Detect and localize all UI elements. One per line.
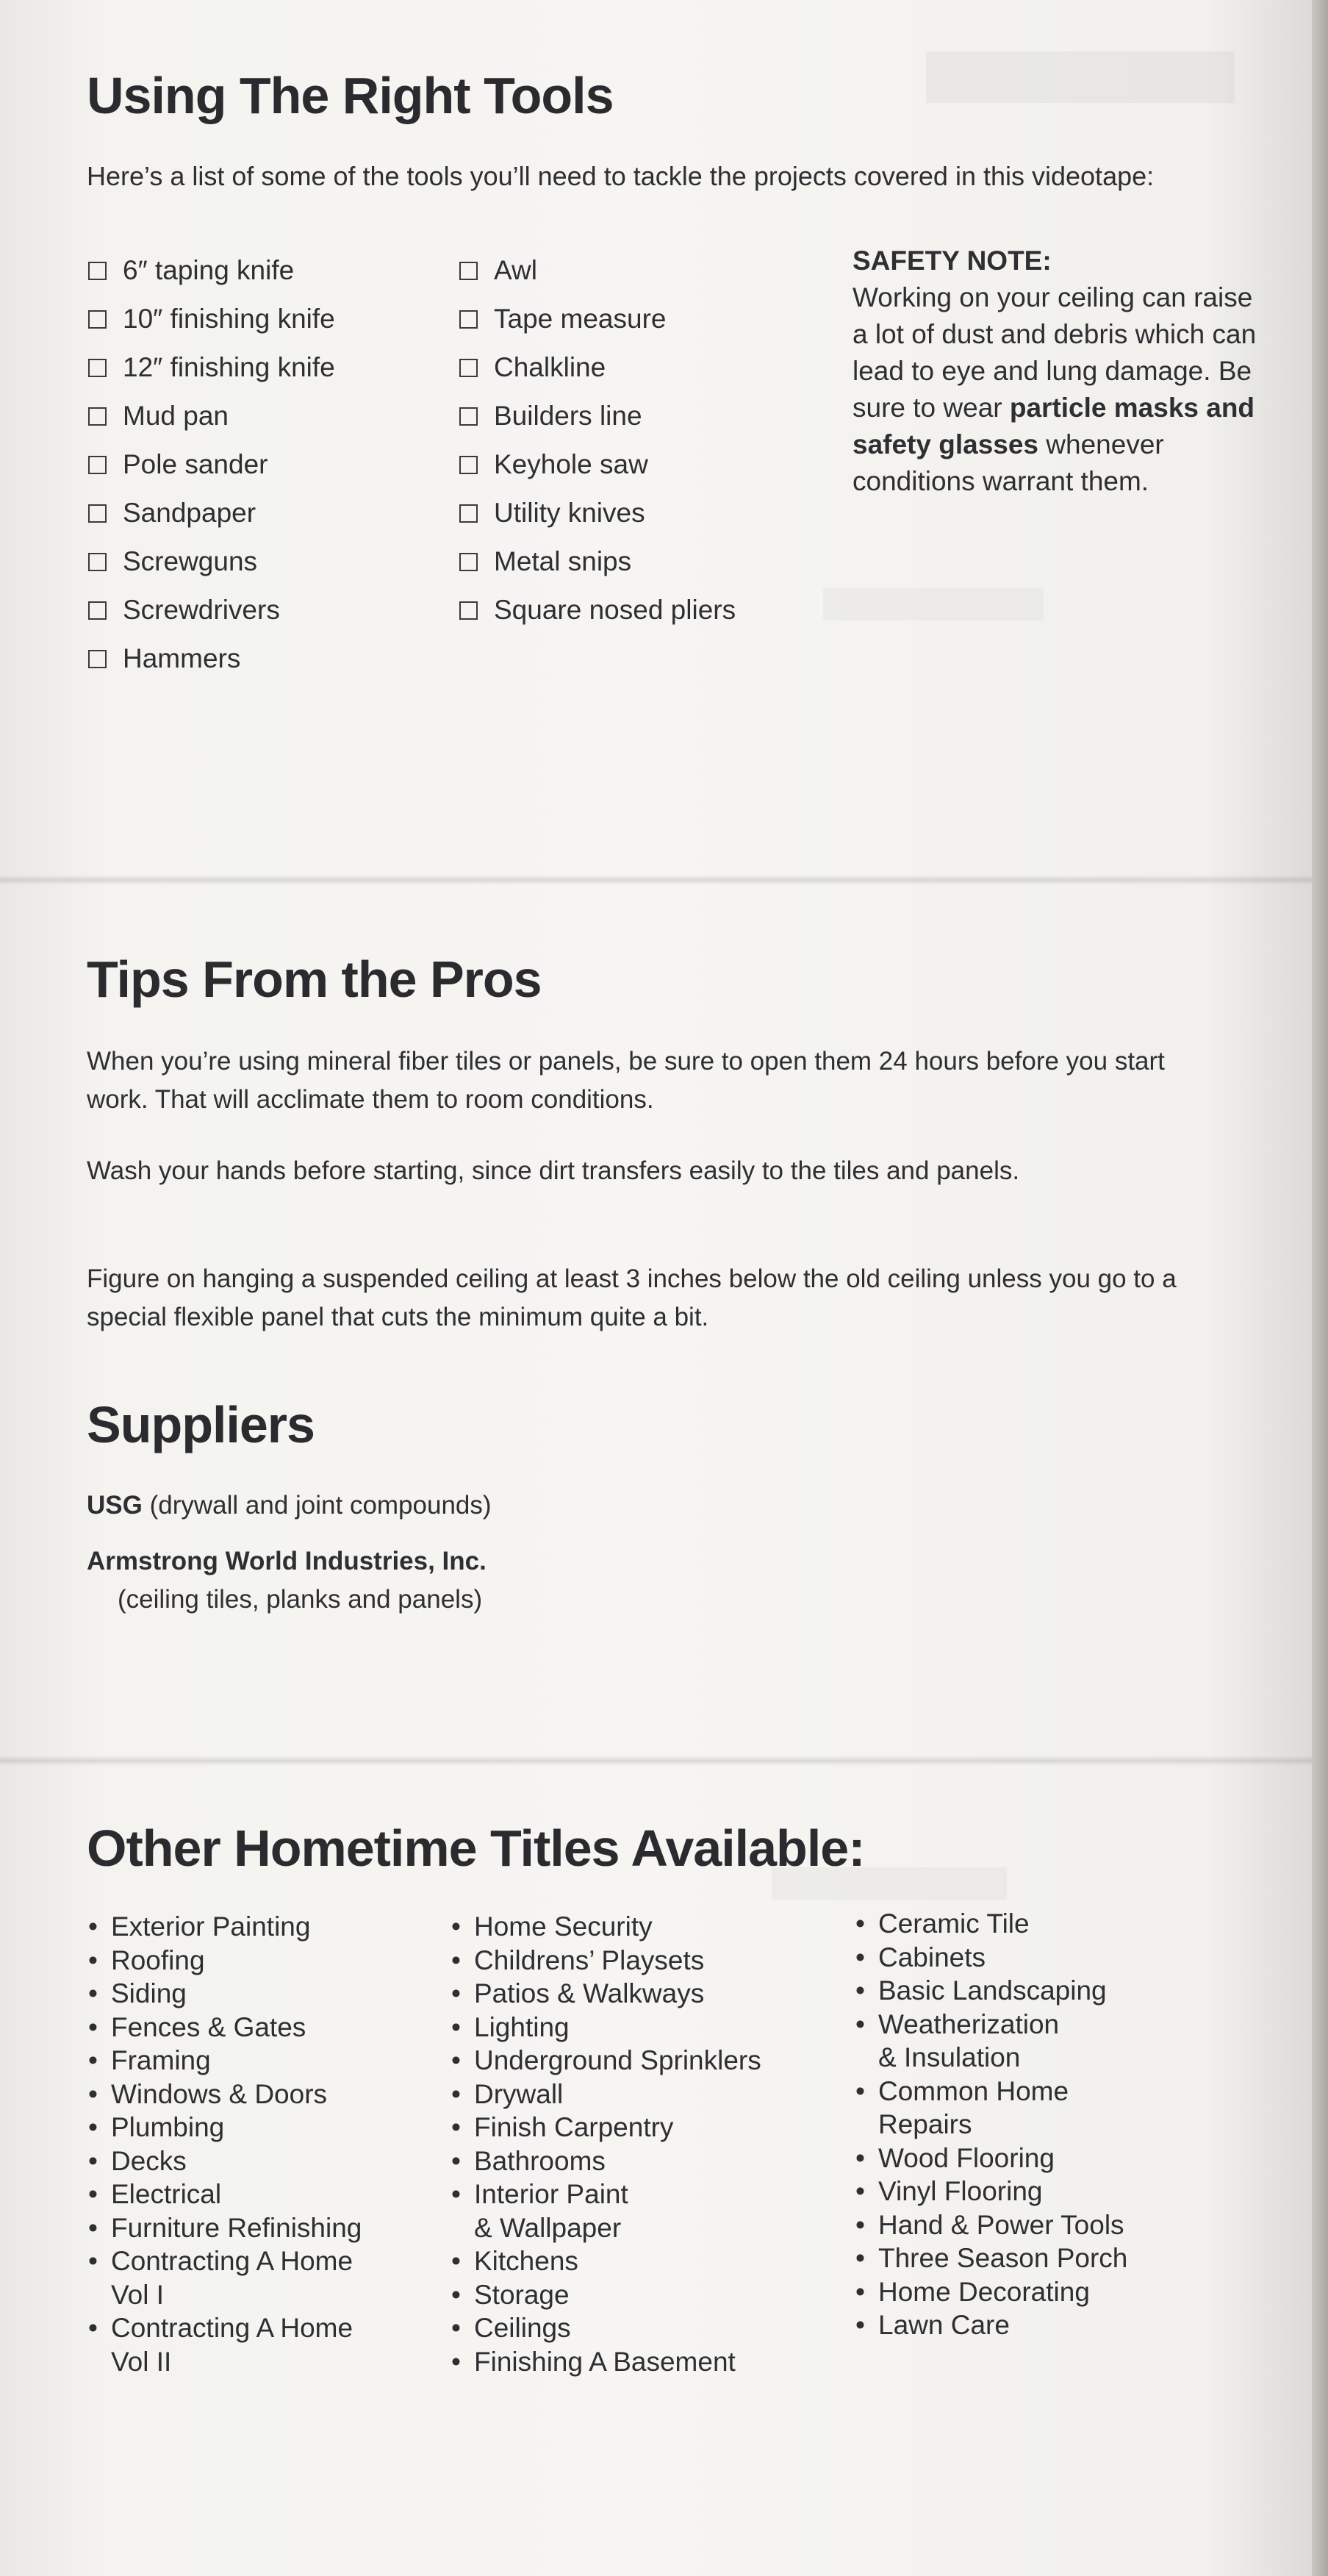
title-label: Electrical [111, 2179, 222, 2209]
title-label: Finish Carpentry [474, 2112, 674, 2142]
bullet-icon: • [88, 2246, 98, 2276]
title-label: Windows & Doors [111, 2078, 328, 2109]
title-item [854, 1941, 1127, 1975]
tool-label: Hammers [123, 643, 241, 673]
title-item [450, 2044, 761, 2078]
title-item [87, 2078, 362, 2111]
tool-item [88, 489, 335, 537]
title-item [854, 2175, 1127, 2208]
title-item [87, 2144, 362, 2178]
tool-item [459, 440, 736, 489]
title-item [87, 2111, 362, 2144]
bullet-icon: • [88, 1978, 98, 2008]
title-item [854, 2308, 1127, 2342]
bullet-icon: • [88, 2112, 98, 2142]
tool-label: Pole sander [123, 449, 268, 479]
bullet-icon: • [855, 1942, 865, 1972]
page-edge [1312, 0, 1328, 2576]
title-label: Patios & Walkways [474, 1978, 705, 2008]
titles-list-column-2 [450, 1910, 761, 2378]
title-label: Furniture Refinishing [111, 2212, 362, 2243]
title-item [854, 2242, 1127, 2275]
tool-item [459, 295, 736, 343]
tool-item [459, 537, 736, 586]
tool-label: Awl [494, 255, 537, 285]
title-label: Bathrooms [474, 2145, 606, 2176]
title-label: Contracting A Home [111, 2246, 353, 2276]
checkbox[interactable] [459, 601, 478, 620]
bullet-icon: • [88, 1944, 98, 1975]
bullet-icon: • [88, 2078, 98, 2109]
title-item [854, 2008, 1127, 2042]
checkbox[interactable] [88, 359, 107, 377]
safety-note [853, 243, 1264, 500]
bullet-icon: • [451, 1911, 461, 1942]
title-label: Childrens’ Playsets [474, 1944, 705, 1975]
title-item [854, 2041, 1127, 2075]
titles-title: Other Hometime Titles Available: [87, 1820, 865, 1877]
tool-label: Square nosed pliers [494, 595, 736, 625]
title-label: Vinyl Flooring [878, 2176, 1043, 2206]
tips-paragraph: Wash your hands before starting, since dirt transfers easily to the tiles and panels. [87, 1156, 1020, 1185]
title-item [854, 2075, 1127, 2108]
title-item [87, 2044, 362, 2078]
title-label: Cabinets [878, 1942, 986, 1972]
bullet-icon: • [88, 2179, 98, 2209]
title-item [450, 2144, 761, 2178]
title-item [854, 2275, 1127, 2309]
checkbox[interactable] [459, 504, 478, 523]
bullet-icon: • [855, 2008, 865, 2039]
bullet-icon: • [855, 2310, 865, 2340]
bullet-icon: • [451, 2145, 461, 2176]
title-item [87, 2311, 362, 2345]
bullet-icon: • [451, 2112, 461, 2142]
tool-label: Screwguns [123, 546, 258, 576]
title-label: Contracting A Home [111, 2313, 353, 2343]
title-item [450, 2345, 761, 2379]
checkbox[interactable] [88, 456, 107, 474]
fold-line [0, 1756, 1312, 1766]
title-item [450, 1977, 761, 2011]
title-item [854, 2108, 1127, 2142]
supplier-name: USG [87, 1491, 143, 1520]
title-item [87, 1977, 362, 2011]
title-label: Plumbing [111, 2112, 225, 2142]
tips-paragraph: When you’re using mineral fiber tiles or panels, be sure to open them 24 hours before you start work. That will acclimate them to room conditions. [87, 1047, 1165, 1114]
checkbox[interactable] [88, 650, 107, 668]
title-label: Exterior Painting [111, 1911, 311, 1942]
title-item [87, 2345, 362, 2379]
tool-label: Chalkline [494, 352, 606, 382]
supplier-detail: (ceiling tiles, planks and panels) [118, 1585, 483, 1614]
bullet-icon: • [451, 1944, 461, 1975]
title-label: Lighting [474, 2011, 570, 2042]
title-item [87, 2211, 362, 2245]
bullet-icon: • [855, 2209, 865, 2240]
bullet-icon: • [855, 2075, 865, 2106]
title-label: Storage [474, 2279, 570, 2310]
bullet-icon: • [855, 2276, 865, 2307]
title-item [87, 2178, 362, 2211]
tips-paragraph: Figure on hanging a suspended ceiling at least 3 inches below the old ceiling unless you go to a special flexible panel that cuts the minimum quite a bit. [87, 1264, 1177, 1331]
title-item [87, 2278, 362, 2312]
title-label: Three Season Porch [878, 2243, 1128, 2273]
tool-item [88, 392, 335, 440]
bullet-icon: • [451, 2045, 461, 2075]
supplier-item [87, 1486, 492, 1525]
bullet-icon: • [451, 2279, 461, 2310]
title-item [450, 2111, 761, 2144]
title-label: Weatherization [878, 2008, 1060, 2039]
safety-note-heading: SAFETY NOTE: [853, 246, 1052, 276]
title-label: Lawn Care [878, 2310, 1010, 2340]
title-label: Fences & Gates [111, 2011, 306, 2042]
title-label: Interior Paint [474, 2179, 628, 2209]
supplier-item [87, 1542, 487, 1619]
title-label: Home Security [474, 1911, 653, 1942]
bullet-icon: • [451, 2313, 461, 2343]
title-label: Decks [111, 2145, 187, 2176]
tool-item [459, 343, 736, 392]
suppliers-title: Suppliers [87, 1396, 315, 1453]
title-label: Wood Flooring [878, 2142, 1055, 2173]
tool-label: Screwdrivers [123, 595, 280, 625]
tool-item [88, 343, 335, 392]
bullet-icon: • [88, 2045, 98, 2075]
bullet-icon: • [855, 1975, 865, 2006]
titles-list-column-1 [87, 1910, 362, 2378]
bullet-icon: • [855, 2243, 865, 2273]
checkbox[interactable] [459, 456, 478, 474]
bullet-icon: • [451, 2011, 461, 2042]
tool-label: Builders line [494, 401, 642, 431]
title-item [87, 2011, 362, 2044]
bullet-icon: • [451, 2346, 461, 2377]
title-label: Ceilings [474, 2313, 571, 2343]
safety-note-body [853, 279, 1264, 500]
bullet-icon: • [855, 1908, 865, 1939]
bullet-icon: • [88, 2212, 98, 2243]
tool-item [459, 586, 736, 634]
title-label: Vol I [111, 2279, 164, 2310]
tools-list-column-1 [88, 246, 335, 683]
tool-label: 6″ taping knife [123, 255, 295, 285]
bullet-icon: • [451, 2078, 461, 2109]
title-label: Drywall [474, 2078, 564, 2109]
checkbox[interactable] [459, 262, 478, 280]
bullet-icon: • [855, 2142, 865, 2173]
safety-note-emphasis: particle masks and safety glasses [853, 393, 1255, 459]
tool-label: 12″ finishing knife [123, 352, 335, 382]
checkbox[interactable] [88, 553, 107, 571]
checkbox[interactable] [88, 310, 107, 329]
tool-item [459, 489, 736, 537]
title-label: Finishing A Basement [474, 2346, 736, 2377]
title-label: & Wallpaper [474, 2212, 622, 2243]
tool-label: Utility knives [494, 498, 645, 528]
bullet-icon: • [88, 2313, 98, 2343]
supplier-detail: (drywall and joint compounds) [149, 1491, 492, 1520]
title-label: Common Home [878, 2075, 1069, 2106]
safety-note-text-end: whenever conditions warrant them. [853, 429, 1164, 496]
title-label: Hand & Power Tools [878, 2209, 1124, 2240]
title-label: Vol II [111, 2346, 172, 2377]
tool-item [88, 246, 335, 295]
checkbox[interactable] [459, 407, 478, 426]
title-label: Home Decorating [878, 2276, 1090, 2307]
title-label: Ceramic Tile [878, 1908, 1030, 1939]
checkbox[interactable] [459, 553, 478, 571]
title-label: Basic Landscaping [878, 1975, 1107, 2006]
title-label: Siding [111, 1978, 187, 2008]
checkbox[interactable] [88, 262, 107, 280]
bullet-icon: • [88, 2145, 98, 2176]
checkbox[interactable] [459, 310, 478, 329]
title-item [450, 2011, 761, 2044]
titles-list-column-3 [854, 1907, 1127, 2342]
tool-item [88, 295, 335, 343]
title-label: Roofing [111, 1944, 205, 1975]
tool-label: Mud pan [123, 401, 229, 431]
title-item [450, 1910, 761, 1944]
checkbox[interactable] [88, 504, 107, 523]
tool-label: Sandpaper [123, 498, 256, 528]
bullet-icon: • [88, 1911, 98, 1942]
title-item [87, 1944, 362, 1978]
tools-intro: Here’s a list of some of the tools you’ll need to tackle the projects covered in this videotape: [87, 161, 1155, 191]
bullet-icon: • [88, 2011, 98, 2042]
title-item [87, 2244, 362, 2278]
title-item [87, 1910, 362, 1944]
title-label: Repairs [878, 2109, 972, 2139]
safety-note-text: Working on your ceiling can raise a lot of dust and debris which can lead to eye and lung damage. Be sure to wear [853, 282, 1257, 423]
tool-label: Metal snips [494, 546, 632, 576]
title-item [450, 2244, 761, 2278]
title-label: Framing [111, 2045, 211, 2075]
bullet-icon: • [451, 1978, 461, 2008]
title-label: Kitchens [474, 2246, 578, 2276]
title-item [450, 2078, 761, 2111]
tips-title: Tips From the Pros [87, 951, 542, 1008]
tool-label: Tape measure [494, 304, 667, 334]
checkbox[interactable] [88, 407, 107, 426]
title-item [450, 1944, 761, 1978]
tool-label: 10″ finishing knife [123, 304, 335, 334]
checkbox[interactable] [88, 601, 107, 620]
title-item [450, 2311, 761, 2345]
tool-item [459, 392, 736, 440]
tools-list-column-2 [459, 246, 736, 634]
tool-item [88, 586, 335, 634]
title-item [450, 2278, 761, 2312]
title-item [854, 2208, 1127, 2242]
bullet-icon: • [451, 2179, 461, 2209]
title-item [450, 2211, 761, 2245]
tool-item [88, 634, 335, 683]
tool-item [88, 440, 335, 489]
tools-title: Using The Right Tools [87, 67, 614, 124]
title-label: & Insulation [878, 2042, 1021, 2072]
title-item [854, 1974, 1127, 2008]
supplier-name: Armstrong World Industries, Inc. [87, 1547, 487, 1575]
title-item [854, 1907, 1127, 1941]
bullet-icon: • [855, 2176, 865, 2206]
tool-label: Keyhole saw [494, 449, 648, 479]
checkbox[interactable] [459, 359, 478, 377]
tool-item [88, 537, 335, 586]
title-item [450, 2178, 761, 2211]
title-item [854, 2142, 1127, 2175]
bullet-icon: • [451, 2246, 461, 2276]
tool-item [459, 246, 736, 295]
title-label: Underground Sprinklers [474, 2045, 761, 2075]
fold-line [0, 875, 1312, 885]
